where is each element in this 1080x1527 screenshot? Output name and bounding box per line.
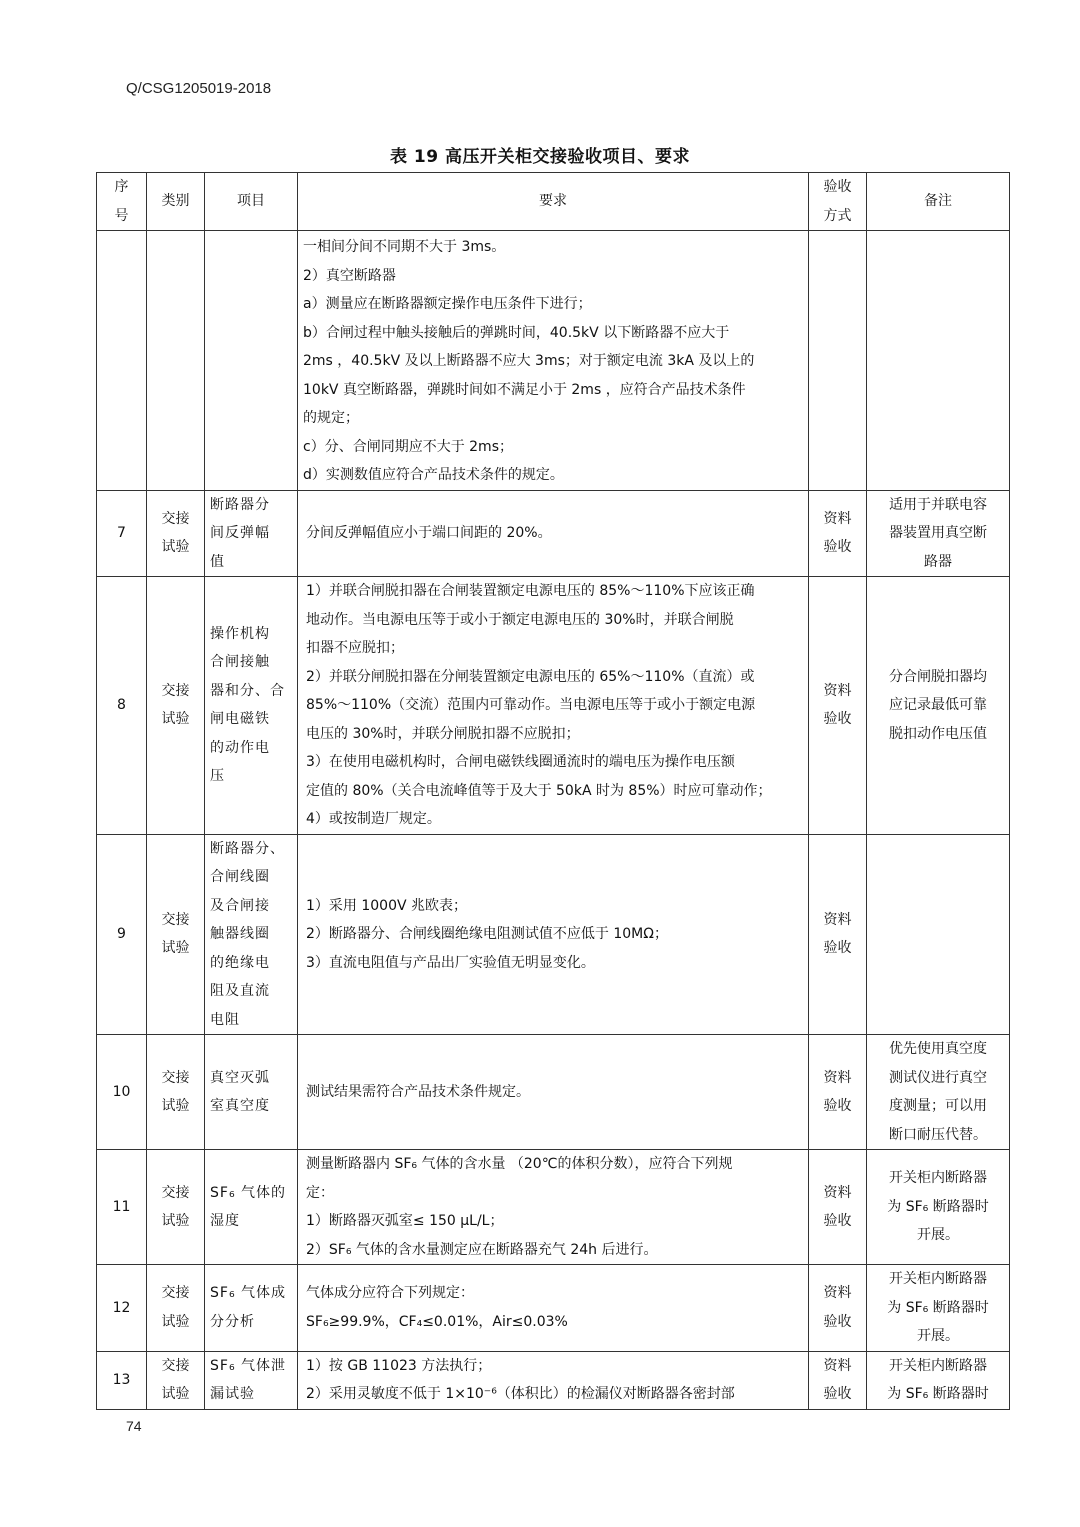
- requirement-line: a）测量应在断路器额定操作电压条件下进行；: [303, 296, 592, 312]
- item-line: 触器线圈: [210, 926, 270, 942]
- requirement-line: 10kV 真空断路器，弹跳时间如不满足小于 2ms ，应符合产品技术条件: [303, 381, 746, 398]
- requirement-line: 定：: [306, 1184, 334, 1201]
- item-line: 漏试验: [210, 1386, 255, 1402]
- table-row: [97, 1035, 1010, 1150]
- requirement-line: 2）采用灵敏度不低于 1×10⁻⁶（体积比）的检漏仪对断路器各密封部: [306, 1386, 735, 1402]
- notes-line: 应记录最低可靠: [889, 697, 987, 713]
- requirement-line: 85%～110%（交流）范围内可靠动作。当电源电压等于或小于额定电源: [306, 697, 756, 713]
- cell-notes: [867, 490, 1010, 577]
- notes-line: 适用于并联电容: [889, 496, 987, 513]
- requirement-line: 3）直流电阻值与产品出厂实验值无明显变化。: [306, 954, 595, 971]
- item-line: 操作机构: [210, 625, 270, 642]
- col-header-item: 项目: [205, 173, 298, 231]
- table-row: [97, 490, 1010, 577]
- requirement-line: SF₆≥99.9%，CF₄≤0.01%，Air≤0.03%: [306, 1313, 568, 1330]
- cell-category: [147, 231, 205, 491]
- requirement-line: 2）断路器分、合闸线圈绝缘电阻测试值不应低于 10MΩ；: [306, 926, 668, 942]
- item-line: 合闸线圈: [210, 869, 270, 885]
- requirement-line: 4）或按制造厂规定。: [306, 811, 441, 827]
- requirement-line: 地动作。当电源电压等于或小于额定电源电压的 30%时，并联合闸脱: [306, 611, 734, 628]
- item-line: 的动作电: [210, 739, 270, 756]
- item-line: 的绝缘电: [210, 954, 270, 971]
- item-line: 闸电磁铁: [210, 711, 270, 728]
- item-line: 器和分、合: [210, 682, 285, 699]
- method-line: 验收: [823, 1213, 852, 1229]
- method-line: 资料: [823, 911, 852, 928]
- category-line: 交接: [161, 1184, 190, 1201]
- cell-category: [147, 834, 205, 1035]
- cell-seq: 11: [97, 1150, 147, 1265]
- notes-line: 脱扣动作电压值: [889, 725, 987, 742]
- cell-method: [809, 834, 867, 1035]
- cell-category: [147, 490, 205, 577]
- cell-notes: [867, 834, 1010, 1035]
- cell-method: [809, 490, 867, 577]
- notes-line: 开展。: [917, 1328, 959, 1344]
- cell-requirement: [298, 1265, 809, 1352]
- col-header-seq: 序 号: [97, 173, 147, 231]
- method-line: 验收: [823, 711, 852, 728]
- cell-requirement: [298, 1035, 809, 1150]
- col-header-requirement: 要求: [298, 173, 809, 231]
- page-number: 74: [126, 1418, 142, 1434]
- notes-line: 路器: [924, 553, 952, 570]
- requirement-line: 1）按 GB 11023 方法执行；: [306, 1357, 492, 1374]
- method-line: 资料: [823, 1069, 852, 1086]
- document-code: Q/CSG1205019-2018: [126, 80, 272, 97]
- table-row: [97, 577, 1010, 835]
- requirement-line: 2）SF₆ 气体的含水量测定应在断路器充气 24h 后进行。: [306, 1241, 658, 1258]
- requirement-line: 扣器不应脱扣；: [306, 640, 404, 656]
- cell-item: [205, 1351, 298, 1409]
- category-line: 交接: [161, 682, 190, 699]
- table-row: [97, 1150, 1010, 1265]
- item-line: SF₆ 气体的: [210, 1184, 287, 1201]
- requirement-line: 3）在使用电磁机构时，合闸电磁铁线圈通流时的端电压为操作电压额: [306, 754, 735, 770]
- cell-method: [809, 577, 867, 835]
- cell-notes: [867, 1351, 1010, 1409]
- cell-category: [147, 577, 205, 835]
- cell-seq: 8: [97, 577, 147, 835]
- method-line: 资料: [823, 1285, 852, 1302]
- item-line: 间反弹幅: [210, 525, 270, 541]
- notes-line: 断口耐压代替。: [889, 1126, 987, 1143]
- category-line: 交接: [161, 1069, 190, 1086]
- requirement-line: d）实测数值应符合产品技术条件的规定。: [303, 467, 564, 483]
- cell-seq: 7: [97, 490, 147, 577]
- requirement-line: 1）采用 1000V 兆欧表；: [306, 897, 468, 914]
- notes-line: 度测量；可以用: [889, 1098, 987, 1114]
- col-header-method: 验收 方式: [809, 173, 867, 231]
- cell-seq: 13: [97, 1351, 147, 1409]
- category-line: 试验: [161, 539, 190, 556]
- acceptance-table: [96, 172, 1010, 1410]
- col-header-category: 类别: [147, 173, 205, 231]
- notes-line: 开展。: [917, 1227, 959, 1244]
- item-line: 室真空度: [210, 1098, 270, 1114]
- item-line: SF₆ 气体泄: [210, 1357, 287, 1374]
- method-line: 资料: [823, 1184, 852, 1201]
- cell-category: [147, 1150, 205, 1265]
- category-line: 试验: [161, 1313, 190, 1330]
- category-line: 交接: [161, 510, 190, 527]
- item-line: 断路器分: [210, 496, 270, 513]
- category-line: 试验: [161, 711, 190, 728]
- category-line: 试验: [161, 940, 190, 957]
- requirement-line: 气体成分应符合下列规定：: [306, 1285, 474, 1302]
- cell-requirement: [298, 834, 809, 1035]
- cell-item: [205, 1035, 298, 1150]
- method-line: 资料: [823, 510, 852, 527]
- cell-method: [809, 1150, 867, 1265]
- item-line: SF₆ 气体成: [210, 1285, 287, 1302]
- table-row: [97, 1265, 1010, 1352]
- cell-method: [809, 1351, 867, 1409]
- cell-notes: [867, 1035, 1010, 1150]
- cell-method: [809, 231, 867, 491]
- cell-seq: 10: [97, 1035, 147, 1150]
- requirement-line: 测试结果需符合产品技术条件规定。: [306, 1083, 530, 1100]
- cell-item: [205, 1265, 298, 1352]
- table-row: [97, 1351, 1010, 1409]
- item-line: 真空灭弧: [210, 1069, 270, 1086]
- notes-line: 开关柜内断路器: [889, 1271, 987, 1287]
- method-line: 验收: [823, 1386, 852, 1402]
- notes-line: 器装置用真空断: [889, 525, 987, 541]
- cell-item: [205, 577, 298, 835]
- method-line: 资料: [823, 682, 852, 699]
- cell-item: [205, 231, 298, 491]
- notes-line: 开关柜内断路器: [889, 1357, 987, 1374]
- requirement-line: 测量断路器内 SF₆ 气体的含水量 （20℃的体积分数），应符合下列规: [306, 1156, 733, 1172]
- item-line: 值: [210, 553, 225, 570]
- method-line: 验收: [823, 1098, 852, 1114]
- category-line: 试验: [161, 1098, 190, 1114]
- requirement-line: 2）并联分闸脱扣器在分闸装置额定电源电压的 65%～110%（直流）或: [306, 668, 755, 685]
- cell-requirement: [298, 490, 809, 577]
- notes-line: 为 SF₆ 断路器时: [887, 1198, 989, 1215]
- table-row-continuation: [97, 231, 1010, 491]
- col-header-notes: 备注: [867, 173, 1010, 231]
- cell-method: [809, 1265, 867, 1352]
- item-line: 阻及直流: [210, 983, 270, 999]
- table-title: 表 19 高压开关柜交接验收项目、要求: [390, 147, 690, 167]
- requirement-line: 2）真空断路器: [303, 267, 396, 284]
- notes-line: 开关柜内断路器: [889, 1170, 987, 1187]
- notes-line: 为 SF₆ 断路器时: [887, 1386, 989, 1402]
- cell-seq: [97, 231, 147, 491]
- cell-seq: 12: [97, 1265, 147, 1352]
- table-row: [97, 834, 1010, 1035]
- cell-item: [205, 834, 298, 1035]
- notes-line: 分合闸脱扣器均: [889, 668, 987, 685]
- category-line: 交接: [161, 1285, 190, 1302]
- notes-line: 测试仪进行真空: [889, 1069, 987, 1086]
- cell-requirement: [298, 231, 809, 491]
- requirement-line: 电压的 30%时，并联分闸脱扣器不应脱扣；: [306, 725, 580, 742]
- requirement-line: 1）断路器灭弧室≤ 150 μL/L；: [306, 1213, 504, 1229]
- cell-method: [809, 1035, 867, 1150]
- method-line: 资料: [823, 1357, 852, 1374]
- cell-category: [147, 1265, 205, 1352]
- notes-line: 为 SF₆ 断路器时: [887, 1299, 989, 1316]
- cell-requirement: [298, 1150, 809, 1265]
- item-line: 合闸接触: [210, 654, 270, 671]
- cell-requirement: [298, 577, 809, 835]
- item-line: 断路器分、: [210, 840, 285, 857]
- method-line: 验收: [823, 539, 852, 556]
- item-line: 电阻: [210, 1011, 240, 1028]
- method-line: 验收: [823, 940, 852, 957]
- cell-category: [147, 1351, 205, 1409]
- method-line: 验收: [823, 1313, 852, 1330]
- notes-line: 优先使用真空度: [889, 1041, 987, 1057]
- cell-seq: 9: [97, 834, 147, 1035]
- cell-notes: [867, 577, 1010, 835]
- cell-notes: [867, 1150, 1010, 1265]
- category-line: 交接: [161, 911, 190, 928]
- item-line: 压: [210, 768, 225, 785]
- requirement-line: b）合闸过程中触头接触后的弹跳时间，40.5kV 以下断路器不应大于: [303, 324, 730, 341]
- requirement-line: 的规定；: [303, 410, 359, 426]
- header-row: [97, 173, 1010, 231]
- requirement-line: 一相间分间不同期不大于 3ms。: [303, 239, 506, 255]
- requirement-line: c）分、合闸同期应不大于 2ms；: [303, 438, 513, 455]
- cell-notes: [867, 1265, 1010, 1352]
- item-line: 及合闸接: [210, 897, 270, 914]
- requirement-line: 定值的 80%（关合电流峰值等于及大于 50kA 时为 85%）时应可靠动作；: [306, 782, 772, 799]
- category-line: 试验: [161, 1386, 190, 1402]
- item-line: 湿度: [210, 1213, 240, 1229]
- category-line: 试验: [161, 1213, 190, 1229]
- requirement-line: 2ms ，40.5kV 及以上断路器不应大 3ms；对于额定电流 3kA 及以上的: [303, 353, 755, 369]
- cell-category: [147, 1035, 205, 1150]
- item-line: 分分析: [210, 1313, 255, 1330]
- cell-requirement: [298, 1351, 809, 1409]
- requirement-line: 1）并联合闸脱扣器在合闸装置额定电源电压的 85%～110%下应该正确: [306, 583, 755, 599]
- cell-item: [205, 490, 298, 577]
- category-line: 交接: [161, 1357, 190, 1374]
- cell-item: [205, 1150, 298, 1265]
- requirement-line: 分间反弹幅值应小于端口间距的 20%。: [306, 525, 552, 541]
- cell-notes: [867, 231, 1010, 491]
